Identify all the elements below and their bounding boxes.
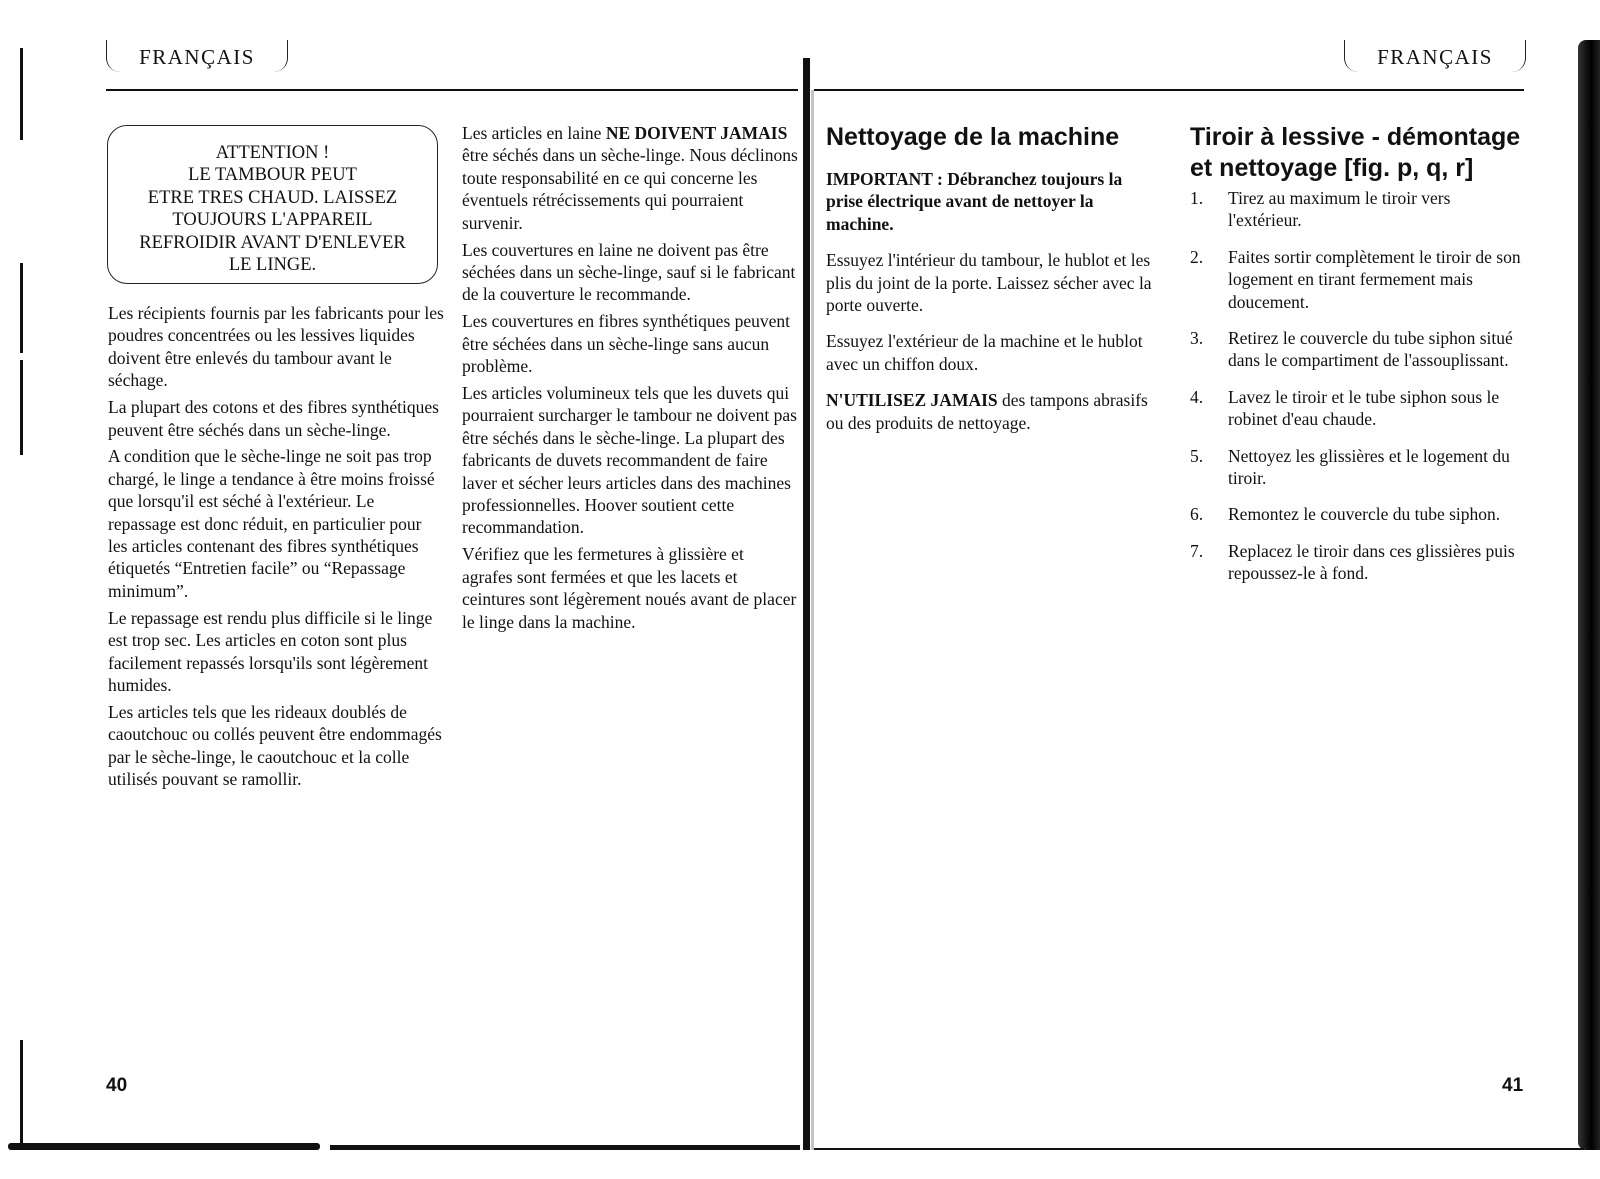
step-text: Remontez le couvercle du tube siphon.	[1228, 504, 1501, 525]
cleaning-column	[826, 168, 1156, 439]
header-tab-right-label: FRANÇAIS	[1377, 45, 1493, 69]
header-tab-right	[1344, 40, 1526, 72]
step-text: Nettoyez les glissières et le logement du tiroir.	[1228, 445, 1510, 489]
header-rule-right	[814, 89, 1524, 91]
page-number-right: 41	[1502, 1075, 1524, 1096]
attention-line: LE TAMBOUR PEUT	[188, 165, 357, 186]
paragraph: Les couvertures en laine ne doivent pas être séchées dans un sèche-linge, sauf si le fabricant de la couverture le recommande.	[462, 239, 796, 305]
left-column-1	[108, 302, 444, 795]
binding-shadow	[811, 90, 814, 1150]
attention-line: ETRE TRES CHAUD. LAISSEZ	[147, 187, 398, 208]
binding-spine	[803, 58, 810, 1150]
paragraph: Le repassage est rendu plus difficile si le linge est trop sec. Les articles en coton sont plus facilement repassés lorsqu'ils sont légèrement humides.	[108, 607, 433, 695]
step-text: Replacez le tiroir dans ces glissières puis repoussez-le à fond.	[1228, 540, 1515, 584]
list-item	[1190, 386, 1526, 431]
page-number-left: 40	[106, 1075, 128, 1096]
bottom-edge-left	[8, 1143, 320, 1150]
right-page-edge	[1578, 40, 1600, 1150]
wool-paragraph	[462, 122, 798, 234]
attention-line: LE LINGE.	[228, 255, 317, 276]
paragraph: Les articles volumineux tels que les duvets qui pourraient surcharger le tambour ne doivent pas être séchés dans le sèche-linge. La plupart des fabricants de duvets recommandent de faire laver et sécher leurs articles dans des machines professionnelles. Hoover soutient cette recommandation.	[462, 382, 797, 538]
attention-box	[107, 125, 438, 284]
never-paragraph	[826, 389, 1156, 434]
header-tab-left	[106, 40, 288, 72]
paragraph: Vérifiez que les fermetures à glissière et agrafes sont fermées et que les lacets et ceintures sont légèrement noués avant de placer le linge dans la machine.	[462, 544, 797, 632]
paragraph: A condition que le sèche-linge ne soit pas trop chargé, le linge a tendance à être moins froissé que lorsqu'il est séché à l'extérieur. Le repassage est donc réduit, en particulier pour les articles contenant des fibres synthétiques étiquetés “Entretien facile” ou “Repassage minimum”.	[108, 446, 435, 601]
list-item	[1190, 187, 1526, 232]
paragraph: Essuyez l'extérieur de la machine et le hublot avec un chiffon doux.	[826, 331, 1143, 374]
list-item	[1190, 327, 1526, 372]
step-number: 1.	[1190, 188, 1204, 208]
drawer-title	[1190, 122, 1530, 184]
paragraph: Les articles tels que les rideaux doublés de caoutchouc ou collés peuvent être endommagés par le sèche-linge, le caoutchouc et la colle utilisés pouvant se ramollir.	[108, 701, 442, 790]
step-text: Lavez le tiroir et le tube siphon sous le robinet d'eau chaude.	[1228, 386, 1500, 430]
step-text: Faites sortir complètement le tiroir de son logement en tirant fermement mais doucement.	[1228, 246, 1521, 312]
header-rule-left	[106, 89, 798, 91]
text-span: être séchés dans un sèche-linge. Nous déclinons toute responsabilité en ce qui concerne les éventuels rétrécissements qui pourraient survenir.	[462, 145, 798, 233]
attention-line: REFROIDIR AVANT D'ENLEVER	[139, 232, 406, 253]
paragraph: Les récipients fournis par les fabricants pour les poudres concentrées ou les lessives liquides doivent être enlevés du tambour avant le séchage.	[108, 303, 444, 391]
step-number: 6.	[1190, 504, 1204, 525]
drawer-title-line: et nettoyage [fig. p, q, r]	[1190, 154, 1474, 182]
page-edge-mark	[20, 263, 23, 353]
step-number: 2.	[1190, 246, 1204, 267]
list-item	[1190, 540, 1526, 585]
bottom-edge-middle	[330, 1145, 800, 1150]
paragraph: Essuyez l'intérieur du tambour, le hublot et les plis du joint de la porte. Laissez sécher avec la porte ouverte.	[826, 250, 1152, 316]
list-item	[1190, 246, 1526, 313]
step-text: Tirez au maximum le tiroir vers l'extérieur.	[1228, 188, 1451, 231]
list-item	[1190, 503, 1526, 525]
header-tab-left-label: FRANÇAIS	[139, 45, 255, 69]
attention-line: ATTENTION !	[215, 143, 330, 163]
drawer-steps	[1190, 187, 1526, 599]
page-edge-mark	[20, 360, 23, 455]
drawer-title-line: Tiroir à lessive - démontage	[1190, 123, 1521, 151]
bold-warning: N'UTILISEZ JAMAIS	[826, 390, 998, 411]
bottom-edge-right	[814, 1148, 1584, 1150]
step-number: 7.	[1190, 540, 1204, 561]
important-notice: IMPORTANT : Débranchez toujours la prise électrique avant de nettoyer la machine.	[826, 169, 1123, 234]
step-number: 4.	[1190, 386, 1204, 407]
paragraph: Les couvertures en fibres synthétiques peuvent être séchées dans un sèche-linge sans aucun problème.	[462, 311, 791, 377]
step-number: 5.	[1190, 445, 1204, 466]
page-edge-mark	[20, 1040, 23, 1148]
left-column-2	[462, 122, 798, 637]
cleaning-title: Nettoyage de la machine	[826, 123, 1120, 151]
step-text: Retirez le couvercle du tube siphon situé dans le compartiment de l'assouplissant.	[1228, 328, 1513, 371]
text-span: des tampons abrasifs ou des produits de nettoyage.	[826, 390, 1148, 433]
paragraph: La plupart des cotons et des fibres synthétiques peuvent être séchés dans un sèche-linge.	[108, 397, 439, 440]
text-span: Les articles en laine	[462, 123, 606, 143]
attention-line: TOUJOURS L'APPAREIL	[172, 210, 373, 231]
step-number: 3.	[1190, 328, 1204, 349]
list-item	[1190, 445, 1526, 490]
page-edge-mark	[20, 48, 23, 140]
bold-warning: NE DOIVENT JAMAIS	[605, 123, 788, 143]
